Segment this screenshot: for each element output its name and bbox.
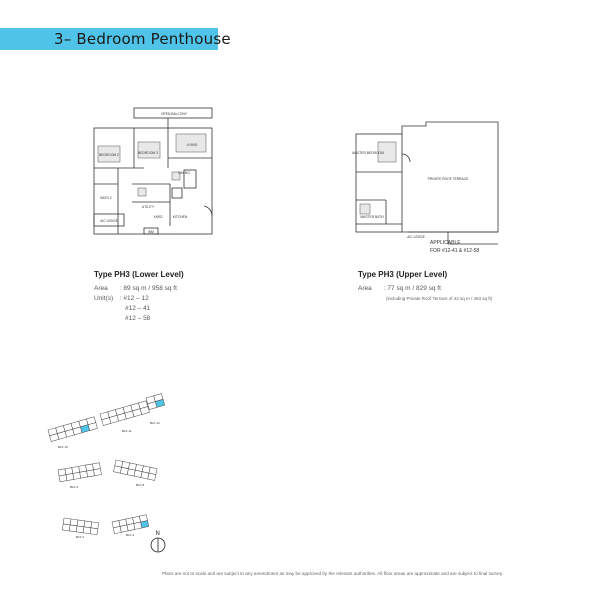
lower-info bbox=[94, 284, 177, 324]
room-kitchen: KITCHEN bbox=[172, 215, 188, 219]
upper-area-row bbox=[358, 284, 492, 294]
lower-units-row bbox=[94, 294, 177, 304]
applicable-line-2: FOR #12-41 & #12-58 bbox=[430, 248, 480, 254]
page-title: 3– Bedroom Penthouse bbox=[54, 30, 231, 48]
block-label-10: BLK 10 bbox=[58, 445, 68, 449]
room-dining: DINING bbox=[178, 171, 190, 175]
lower-unit-3: #12 – 58 bbox=[125, 315, 151, 322]
room-upper-ac-ledge: A/C LEDGE bbox=[407, 235, 425, 239]
upper-level-floor-plan bbox=[352, 120, 502, 258]
upper-area-value: : 77 sq m / 829 sq ft bbox=[383, 285, 441, 292]
upper-type-title: Type PH3 (Upper Level) bbox=[358, 270, 448, 279]
lower-units-label: Unit(s) bbox=[94, 295, 114, 302]
block-label-9: BLK 9 bbox=[70, 485, 79, 489]
lower-level-floor-plan bbox=[88, 106, 218, 242]
lower-unit-1: : #12 – 12 bbox=[119, 295, 149, 302]
room-bedroom-3: BEDROOM 3 bbox=[138, 151, 158, 155]
room-wm: WM bbox=[148, 230, 154, 234]
block-label-8: BLK 8 bbox=[136, 483, 145, 487]
block-label-2: BLK 2 bbox=[76, 535, 85, 539]
lower-type-title: Type PH3 (Lower Level) bbox=[94, 270, 184, 279]
north-label: N bbox=[155, 531, 160, 537]
applicable-line-1: APPLICABLE bbox=[430, 240, 461, 246]
room-bath-2: BATH 2 bbox=[100, 196, 112, 200]
block-label-11: BLK 11 bbox=[122, 429, 132, 433]
north-arrow-icon bbox=[151, 531, 165, 552]
block-label-4: BLK 4 bbox=[126, 533, 135, 537]
room-utility: UTILITY bbox=[141, 205, 155, 209]
room-living: LIVING bbox=[186, 143, 198, 147]
room-bedroom-2: BEDROOM 2 bbox=[99, 153, 119, 157]
site-key-plan bbox=[40, 380, 200, 555]
room-yard: YARD bbox=[153, 215, 163, 219]
lower-unit-2: #12 – 41 bbox=[125, 305, 151, 312]
disclaimer: Plans are not to scale and are subject to any amendment as may be approved by the relevant authorities. All floor areas are approximate and are subject to final survey. bbox=[162, 571, 504, 576]
room-open-balcony: OPEN BALCONY bbox=[160, 112, 188, 116]
room-private-roof-terrace: PRIVATE ROOF TERRACE bbox=[427, 177, 469, 181]
room-master-bath: MASTER BATH bbox=[360, 215, 384, 219]
room-ac-ledge: A/C LEDGE bbox=[100, 219, 118, 223]
upper-area-label: Area bbox=[358, 285, 372, 292]
upper-area-note: (including Private Roof Terrace of 43 sq m / 463 sq ft) bbox=[386, 296, 493, 301]
room-master-bedroom: MASTER BEDROOM bbox=[352, 151, 384, 155]
lower-area-label: Area bbox=[94, 285, 108, 292]
lower-area-value: : 89 sq m / 958 sq ft bbox=[119, 285, 177, 292]
block-label-12: BLK 12 bbox=[150, 421, 160, 425]
upper-info bbox=[358, 284, 492, 304]
lower-area-row bbox=[94, 284, 177, 294]
